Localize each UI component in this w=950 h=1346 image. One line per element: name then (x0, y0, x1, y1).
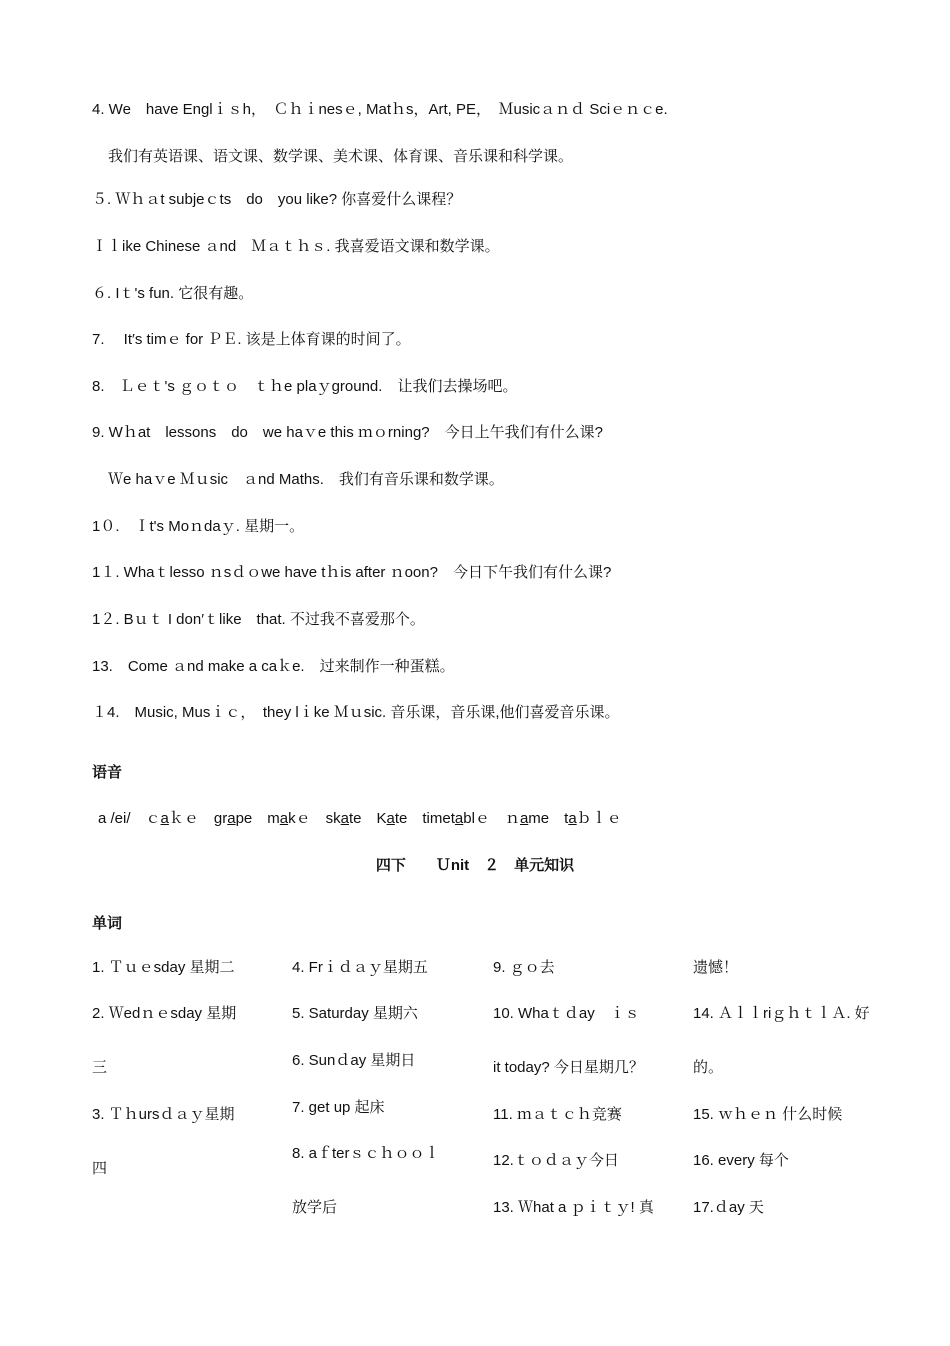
vocab-grid (92, 952, 872, 1232)
vocab-item: 6. Sunｄay 星期日 (292, 1052, 416, 1069)
sentence-8: 8. Ｌｅｔ's ｇｏｔｏ ｔｈe plaｙground. 让我们去操场吧。 (92, 378, 518, 395)
vocab-item: it today? 今日星期几？ (493, 1059, 644, 1076)
phonics-heading: 语音 (92, 764, 123, 781)
vocab-item: 8. aｆterｓｃｈｏｏｌ (292, 1145, 440, 1162)
phonics-line (98, 807, 622, 828)
sentence-5-answer: Ｉｌike Chinese ａnd Ｍａｔｈｓ. 我喜爱语文课和数学课。 (92, 238, 500, 255)
sentence-12: 1２. Bｕｔ I don′ｔlike that. 不过我不喜爱那个。 (92, 611, 425, 628)
sentence-6: ６. Iｔ's fun. 它很有趣。 (92, 285, 254, 302)
phonics-vowel: a (227, 810, 236, 827)
sentence-7: 7. It′s timｅ for ＰＥ. 该是上体育课的时间了。 (92, 331, 411, 348)
sentence-10: 1０. Ｉt's Moｎdaｙ. 星期一。 (92, 518, 305, 535)
vocab-item: 4. Frｉｄａｙ星期五 (292, 959, 428, 976)
sentence-4-translation: 我们有英语课、语文课、数学课、美术课、体育课、音乐课和科学课。 (108, 148, 574, 165)
phonics-vowel: a (454, 810, 464, 827)
phonics-vowel: a (568, 810, 577, 827)
unit-title: 四下 Ｕnit ２ 单元知识 (375, 857, 575, 874)
vocab-item: 11. ｍａｔｃｈ竞赛 (493, 1106, 622, 1123)
phonics-word: grape (198, 810, 253, 827)
phonics-word: taｂｌｅ (549, 810, 622, 827)
phonics-vowel: a (279, 810, 289, 827)
sentence-13: 13. Come ａnd make a caｋe. 过来制作一种蛋糕。 (92, 658, 455, 675)
vocab-item: 13. Ｗhat a ｐｉｔｙ! 真 (493, 1199, 654, 1216)
vocab-item: 10. Whaｔｄay ｉｓ (493, 1005, 640, 1022)
phonics-vowel: a (160, 810, 169, 827)
sentence-9-answer: Ｗe haｖe Ｍｕsic ａnd Maths. 我们有音乐课和数学课。 (108, 471, 504, 488)
vocab-item: 15. ｗｈｅｎ 什么时候 (693, 1106, 843, 1123)
vocab-item: 遗憾！ (693, 959, 739, 976)
vocab-item: 12.ｔｏｄａｙ今日 (493, 1152, 619, 1169)
sentence-5: ５. Ｗｈａt subjeｃts do you like? 你喜爱什么课程？ (92, 191, 462, 208)
phonics-vowel: a (519, 810, 529, 827)
sentence-14: １4. Music, Musｉｃ， they lｉke Ｍｕsic. 音乐课，音乐课,他们喜爱音乐课。 (92, 704, 620, 721)
vocab-item: 9. ｇｏ去 (493, 959, 555, 976)
vocab-item: 放学后 (292, 1199, 338, 1216)
vocab-item: 2. Ｗedｎｅsday 星期 (92, 1005, 237, 1022)
vocab-item: 14. ＡｌｌriｇｈｔｌＡ. 好 (693, 1005, 870, 1022)
sentence-9: 9. Wｈat lessons do we haｖe this ｍｏrning? 今日上午我们有什么课? (92, 424, 603, 441)
phonics-vowel: a (386, 810, 395, 827)
phonics-word: skate (310, 810, 362, 827)
sentence-11: 1１. Whaｔlesso ｎsｄｏwe have tｈis after ｎoon? 今日下午我们有什么课? (92, 564, 612, 581)
sentence-4: 4. We have Englｉｓh， Ｃｈｉnesｅ, Matｈs，Art, PE， Ｍusicａｎｄ Sciｅｎｃe. (92, 101, 668, 118)
phonics-word: makｅ (252, 810, 311, 827)
phonics-word: Kate (361, 810, 408, 827)
phonics-label: a /ei/ (98, 810, 131, 827)
vocab-item: 16. every 每个 (693, 1152, 789, 1169)
phonics-word: timetablｅ (407, 810, 490, 827)
vocab-item: 三 (92, 1059, 108, 1076)
vocab-item: 的。 (693, 1059, 724, 1076)
vocab-item: 7. get up 起床 (292, 1099, 385, 1116)
vocab-item: 1. Ｔｕｅsday 星期二 (92, 959, 235, 976)
phonics-word: ｎame (489, 810, 550, 827)
vocab-item: 3. Ｔｈursｄａｙ星期 (92, 1106, 235, 1123)
vocab-item: 17.ｄay 天 (693, 1199, 764, 1216)
phonics-words (131, 810, 622, 827)
vocab-heading: 单词 (92, 915, 123, 932)
phonics-vowel: a (340, 810, 349, 827)
phonics-word: ｃaｋｅ (130, 810, 199, 827)
vocab-item: 四 (92, 1160, 108, 1177)
vocab-item: 5. Saturday 星期六 (292, 1005, 418, 1022)
